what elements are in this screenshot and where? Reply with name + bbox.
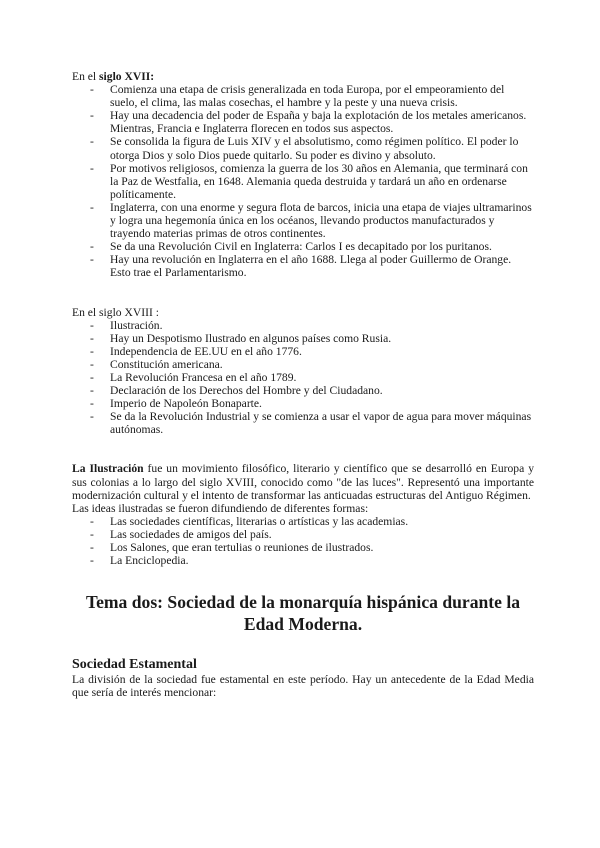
spacer [72,293,534,306]
spacer [72,280,534,293]
list-item: - Las sociedades científicas, literarias o artísticas y las academias. [90,514,409,528]
dash-bullet: - [90,331,94,345]
document-page [72,70,534,699]
list-item: - Ilustración. [90,318,163,332]
dash-bullet: - [90,410,94,424]
section-heading: Sociedad Estamental [72,657,197,673]
ilustracion-forms-list [72,515,534,567]
ilustracion-spread-intro: Las ideas ilustradas se fueron difundiendo de diferentes formas: [72,501,369,515]
dash-bullet: - [90,161,94,175]
list-item: - Constitución americana. [90,357,223,371]
spacer [72,449,534,462]
intro-bold-text: siglo XVII [99,70,151,83]
list-item: - Los Salones, que eran tertulias o reuniones de ilustrados. [90,541,374,554]
list-item: - Por motivos religiosos, comienza la guerra de los 30 años en Alemania, que terminará con la Paz de Westfalia, en 1648. Alemania queda destruida y tardará un año en ordenarse políticamente. [90,161,528,201]
list-item: - Imperio de Napoleón Bonaparte. [90,397,262,411]
intro-colon: : [150,70,155,83]
dash-bullet: - [90,135,94,149]
dash-bullet: - [90,357,94,371]
ilustracion-term: La Ilustración [72,462,144,476]
dash-bullet: - [90,200,94,214]
intro-text: En el [72,70,100,83]
section-xvii-list [72,83,534,279]
dash-bullet: - [90,514,94,528]
list-item: - Hay una decadencia del poder de España y baja la explotación de los metales americanos. Mientras, Francia e Inglaterra florecen en todos sus aspectos. [90,109,527,136]
spacer [72,436,534,449]
dash-bullet: - [90,541,94,554]
list-item: - La Enciclopedia. [90,554,189,568]
list-item: - Hay una revolución en Inglaterra en el año 1688. Llega al poder Guillermo de Orange. Esto trae el Parlamentarismo. [90,253,512,280]
list-item: - La Revolución Francesa en el año 1789. [90,370,297,384]
dash-bullet: - [90,83,94,97]
ilustracion-definition: fue un movimiento filosófico, literario y científico que se desarrolló en Europa y sus colonias a lo largo del siglo XVIII, conocido como "de las luces". Representó una importante modernización cultural y el intento de transformar las anticuadas estructuras del Antiguo Régimen. [72,462,534,502]
list-item: - Declaración de los Derechos del Hombre y del Ciudadano. [90,384,383,398]
section-xviii-intro: En el siglo XVIII : [72,305,159,319]
ilustracion-paragraph [72,462,534,501]
list-item: - Las sociedades de amigos del país. [90,527,272,541]
sociedad-estamental-text: La división de la sociedad fue estamental en este período. Hay un antecedente de la Edad Media que sería de interés mencionar: [72,673,534,700]
list-item: - Se da la Revolución Industrial y se comienza a usar el vapor de agua para mover máquinas autónomas. [90,410,532,437]
dash-bullet: - [90,370,94,384]
dash-bullet: - [90,253,94,267]
topic-title: Tema dos: Sociedad de la monarquía hispánica durante la Edad Moderna. [85,592,521,635]
list-item: - Comienza una etapa de crisis generalizada en toda Europa, por el empeoramiento del suelo, el clima, las malas cosechas, el hambre y la peste y una nueva crisis. [90,83,505,110]
dash-bullet: - [90,397,94,411]
dash-bullet: - [90,318,94,332]
dash-bullet: - [90,344,94,358]
list-item: - Se da una Revolución Civil en Inglaterra: Carlos I es decapitado por los puritanos. [90,240,492,254]
list-item: - Inglaterra, con una enorme y segura flota de barcos, inicia una etapa de viajes ultramarinos y logra una hegemonía única en los océanos, llevando productos manufacturados y trayendo materias primas de otros continentes. [90,200,532,241]
dash-bullet: - [90,554,94,568]
section-xvii-intro [72,70,534,83]
list-item: - Hay un Despotismo Ilustrado en algunos países como Rusia. [90,331,392,345]
dash-bullet: - [90,527,94,541]
list-item: - Independencia de EE.UU en el año 1776. [90,344,302,358]
dash-bullet: - [90,384,94,398]
dash-bullet: - [90,109,94,123]
section-xviii-list [72,319,534,437]
list-item: - Se consolida la figura de Luis XIV y el absolutismo, como régimen político. El poder lo otorga Dios y solo Dios puede quitarlo. Su poder es divino y absoluto. [90,135,519,162]
dash-bullet: - [90,240,94,254]
